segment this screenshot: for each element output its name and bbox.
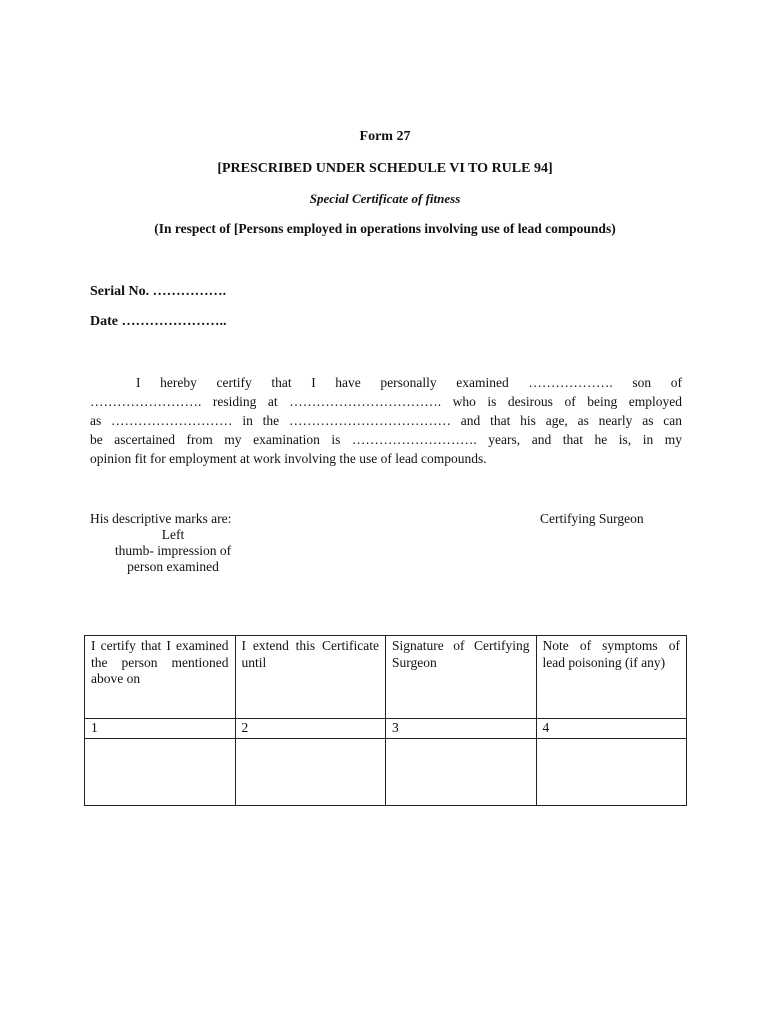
- thumb-line-2: thumb- impression of: [114, 543, 232, 558]
- header-cell-4: Note of symptoms of lead poisoning (if any): [536, 636, 687, 719]
- entry-cell-1: [85, 738, 236, 805]
- form-rule: [PRESCRIBED UNDER SCHEDULE VI TO RULE 94]: [217, 161, 553, 176]
- table-entry-row: [85, 738, 687, 805]
- body-line-1: I hereby certify that I have personally examined ………………. son of: [136, 375, 682, 390]
- form-title: Form 27: [359, 129, 411, 144]
- certifying-surgeon-label: Certifying Surgeon: [540, 511, 644, 526]
- table-header-row: [85, 636, 687, 719]
- number-cell-2: 2: [235, 719, 386, 739]
- header-cell-3: Signature of Certifying Surgeon: [386, 636, 537, 719]
- body-line-2: ……………………. residing at ……………………………. who is desirous of being employed: [90, 394, 682, 409]
- date-field: Date …………………..: [90, 314, 227, 329]
- thumb-line-3: person examined: [127, 559, 219, 574]
- entry-cell-2: [235, 738, 386, 805]
- body-line-3: as ……………………… in the ……………………………… and that his age, as nearly as can: [90, 413, 682, 428]
- number-cell-3: 3: [386, 719, 537, 739]
- body-line-4: be ascertained from my examination is ………………………. years, and that he is, in my: [90, 432, 682, 447]
- thumb-impression-area: [100, 527, 246, 575]
- table-number-row: [85, 719, 687, 739]
- form-subtitle: Special Certificate of fitness: [309, 191, 461, 206]
- number-cell-1: 1: [85, 719, 236, 739]
- thumb-line-1: Left: [161, 527, 185, 542]
- descriptive-marks-label: His descriptive marks are:: [90, 511, 232, 526]
- entry-cell-3: [386, 738, 537, 805]
- header-cell-2: I extend this Certificate until: [235, 636, 386, 719]
- entry-cell-4: [536, 738, 687, 805]
- certificate-body: [90, 373, 682, 468]
- number-cell-4: 4: [536, 719, 687, 739]
- certificate-table: [84, 635, 687, 806]
- body-line-5: opinion fit for employment at work involving the use of lead compounds.: [90, 451, 487, 466]
- form-respect-line: (In respect of [Persons employed in operations involving use of lead compounds): [154, 221, 616, 236]
- header-cell-1: I certify that I examined the person mentioned above on: [85, 636, 236, 719]
- serial-number-field: Serial No. …………….: [90, 284, 227, 299]
